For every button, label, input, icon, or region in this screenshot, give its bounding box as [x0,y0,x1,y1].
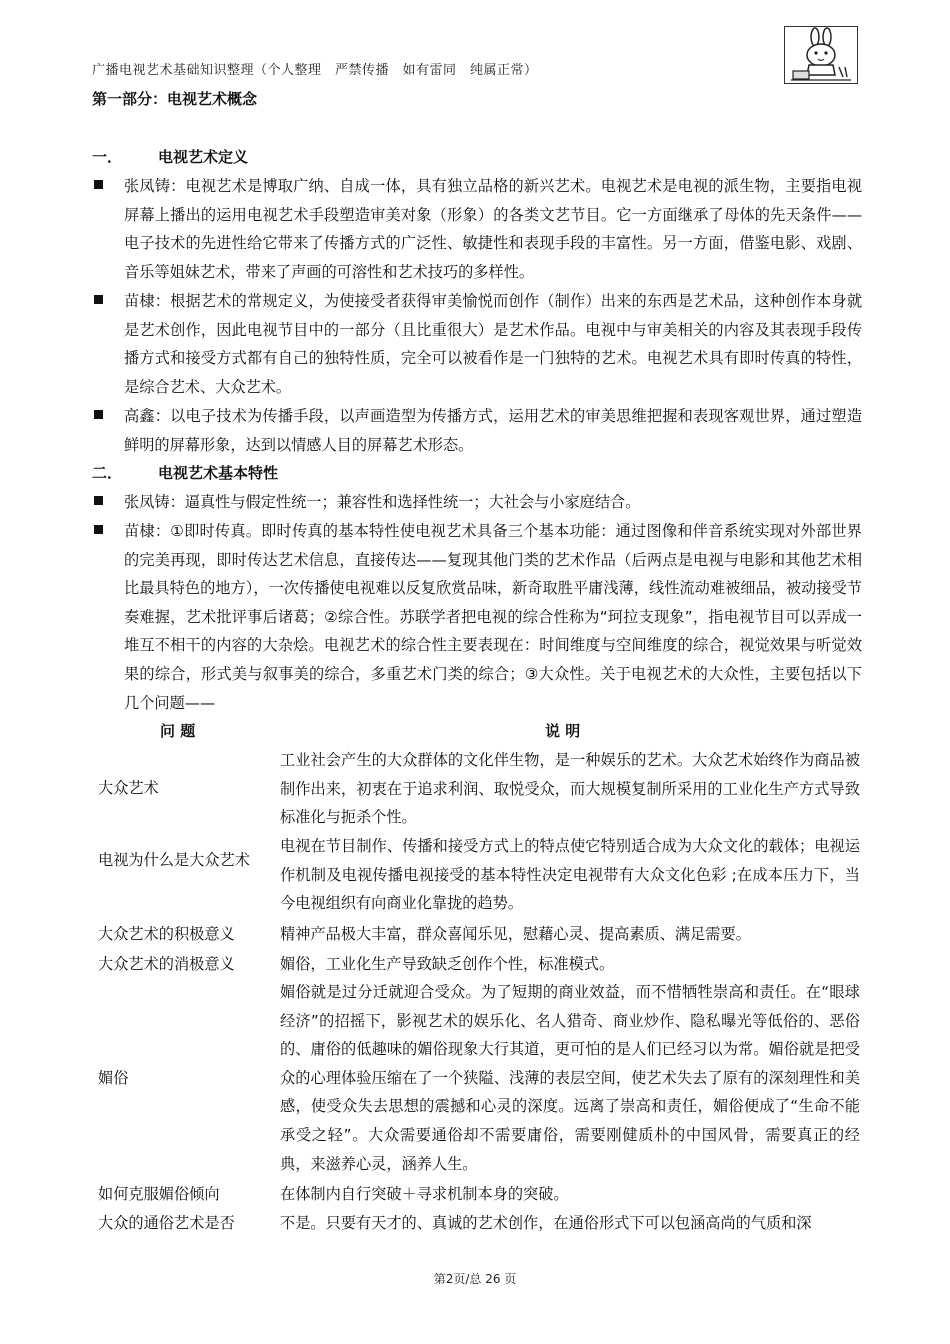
table-cell-answer: 媚俗就是过分迁就迎合受众。为了短期的商业效益，而不惜牺牲崇高和责任。在“眼球经济”的招摇下，影视艺术的娱乐化、名人猎奇、商业炒作、隐私曝光等低俗的、恶俗的、庸俗的低趣味的媚俗现象大行其道，更可怕的是人们已经习以为常。媚俗就是把受众的心理体验压缩在了一个狭隘、浅薄的表层空间，使艺术失去了原有的深刻理性和美感，使受众失去思想的震撼和心灵的深度。远离了崇高和责任，媚俗便成了“生命不能承受之轻”。大众需要通俗却不需要庸俗，需要刚健质朴的中国风骨，需要真正的经典，来滋养心灵，涵养人生。 [280,983,860,1173]
square-bullet-icon [94,496,103,505]
list-item-text: 苗棣：根据艺术的常规定义，为使接受者获得审美愉悦而创作（制作）出来的东西是艺术品，这种创作本身就是艺术创作，因此电视节目中的一部分（且比重很大）是艺术作品。电视中与审美相关的内容及其表现手段传播方式和接受方式都有自己的独特性质，完全可以被看作是一门独特的艺术。电视艺术具有即时传真的特性，是综合艺术、大众艺术。 [124,292,862,396]
table-cell-question: 大众的通俗艺术是否 [98,1214,235,1232]
list-item-text: 张凤铸：电视艺术是博取广纳、自成一体，具有独立品格的新兴艺术。电视艺术是电视的派生物，主要指电视屏幕上播出的运用电视艺术手段塑造审美对象（形象）的各类文艺节目。它一方面继承了母体的先天条件——电子技术的先进性给它带来了传播方式的广泛性、敏捷性和表现手段的丰富性。另一方面，借鉴电影、戏剧、音乐等姐妹艺术，带来了声画的可溶性和艺术技巧的多样性。 [124,177,862,281]
table-cell-question: 大众艺术的积极意义 [98,925,235,943]
table-header-explanation: 说 明 [545,722,581,740]
table-cell-answer: 在体制内自行突破＋寻求机制本身的突破。 [280,1185,569,1203]
part-title: 第一部分：电视艺术概念 [92,90,258,108]
table-cell-answer: 精神产品极大丰富，群众喜闻乐见，慰藉心灵、提高素质、满足需要。 [280,925,751,943]
section-heading-2 [92,462,278,483]
list-item [92,488,862,517]
list-item [92,172,862,286]
section-heading-1 [92,146,248,167]
section-title: 电视艺术定义 [158,148,249,166]
table-cell-question: 大众艺术 [98,779,159,797]
square-bullet-icon [94,295,103,304]
table-cell-answer: 工业社会产生的大众群体的文化伴生物，是一种娱乐的艺术。大众艺术始终作为商品被制作出来，初衷在于追求利润、取悦受众，而大规模复制所采用的工业化生产方式导致标准化与扼杀个性。 [280,751,860,827]
section-number: 二． [92,464,123,482]
table-cell-question: 如何克服媚俗倾向 [98,1185,220,1203]
list-item-text: 张凤铸：逼真性与假定性统一；兼容性和选择性统一；大社会与小家庭结合。 [124,493,641,511]
page-number: 第2页/总 26 页 [433,1272,517,1286]
section-title: 电视艺术基本特性 [158,464,279,482]
square-bullet-icon [94,525,103,534]
square-bullet-icon [94,410,103,419]
list-item [92,287,862,401]
list-item [92,402,862,459]
rabbit-logo-icon [784,26,858,84]
list-item-text: 苗棣：①即时传真。即时传真的基本特性使电视艺术具备三个基本功能：通过图像和伴音系统实现对外部世界的完美再现，即时传达艺术信息，直接传达——复现其他门类的艺术作品（后两点是电视与电影和其他艺术相比最具特色的地方），一次传播使电视难以反复欣赏品味，新奇取胜平庸浅薄，线性流动难被细品，被动接受节奏难握，艺术批评事后诸葛；②综合性。苏联学者把电视的综合性称为“珂拉支现象”，指电视节目可以弄成一堆互不相干的内容的大杂烩。电视艺术的综合性主要表现在：时间维度与空间维度的综合，视觉效果与听觉效果的综合，形式美与叙事美的综合，多重艺术门类的综合；③大众性。关于电视艺术的大众性，主要包括以下几个问题—— [124,522,862,712]
table-cell-question: 大众艺术的消极意义 [98,955,235,973]
list-item [92,517,862,717]
table-cell-answer: 媚俗，工业化生产导致缺乏创作个性，标准模式。 [280,955,615,973]
list-item-text: 高鑫：以电子技术为传播手段，以声画造型为传播方式，运用艺术的审美思维把握和表现客观世界，通过塑造鲜明的屏幕形象，达到以情感人目的屏幕艺术形态。 [124,407,862,454]
table-cell-question: 媚俗 [98,1069,129,1087]
table-cell-question: 电视为什么是大众艺术 [98,851,250,869]
table-header-question: 问 题 [160,722,196,740]
square-bullet-icon [94,180,103,189]
section-number: 一． [92,148,123,166]
table-cell-answer: 电视在节目制作、传播和接受方式上的特点使它特别适合成为大众文化的载体；电视运作机制及电视传播电视接受的基本特性决定电视带有大众文化色彩 ;在成本压力下，当今电视组织有向商业化靠拢的趋势。 [280,837,860,913]
header-text: 广播电视艺术基础知识整理（个人整理 严禁传播 如有雷同 纯属正常） [92,63,538,78]
table-cell-answer: 不是。只要有天才的、真诚的艺术创作，在通俗形式下可以包涵高尚的气质和深 [280,1214,812,1232]
